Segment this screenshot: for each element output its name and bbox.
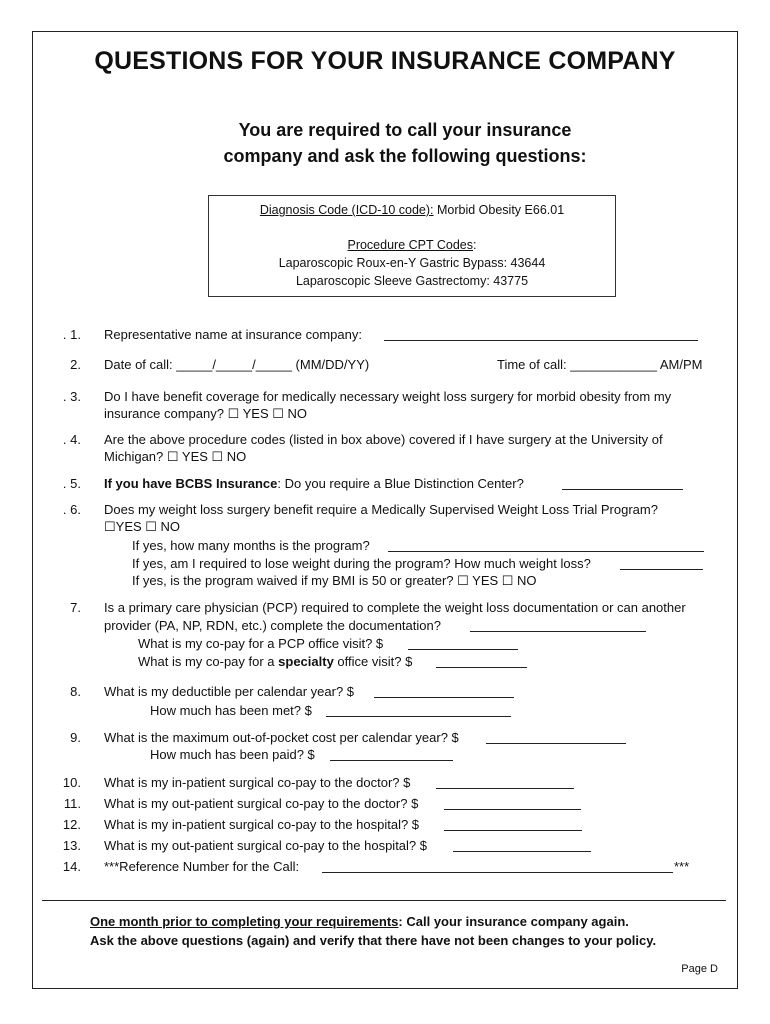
q2-date[interactable]: Date of call: _____/_____/_____ (MM/DD/YY)	[104, 357, 370, 372]
footer-line-2: Ask the above questions (again) and verify that there have not been changes to your policy.	[90, 933, 657, 948]
q5-answer-line[interactable]	[562, 489, 683, 490]
q1-number: . 1.	[62, 327, 81, 342]
procedure-colon: :	[473, 238, 477, 252]
sleeve-code: Laparoscopic Sleeve Gastrectomy: 43775	[295, 274, 529, 288]
q7-sub-2-line[interactable]	[436, 667, 527, 668]
q5-text	[104, 476, 524, 492]
q3-line-2[interactable]: insurance company? ☐ YES ☐ NO	[104, 406, 307, 421]
q2-number: 2.	[70, 357, 81, 372]
procedure-heading	[209, 238, 615, 252]
q7-line-2: provider (PA, NP, RDN, etc.) complete the documentation?	[104, 618, 441, 633]
q14-number: 14.	[62, 859, 81, 874]
q2-time[interactable]: Time of call: ____________ AM/PM	[497, 357, 703, 372]
q7-sub-2-bold: specialty	[278, 654, 334, 669]
q12-text: What is my in-patient surgical co-pay to the hospital? $	[104, 817, 420, 832]
procedure-label: Procedure CPT Codes	[347, 238, 474, 252]
q7-sub-1: What is my co-pay for a PCP office visit? $	[138, 636, 384, 651]
diagnosis-code-row	[209, 203, 615, 217]
footer-divider	[42, 900, 726, 901]
subtitle-line-2: company and ask the following questions:	[223, 146, 587, 166]
q8-line-1: What is my deductible per calendar year? $	[104, 684, 355, 699]
q8-number: 8.	[70, 684, 81, 699]
q13-answer-line[interactable]	[453, 851, 591, 852]
page-number: Page D	[681, 963, 718, 975]
q8-line-1-answer[interactable]	[374, 697, 514, 698]
q6-sub-2-line[interactable]	[620, 569, 703, 570]
q14-end: ***	[674, 859, 690, 874]
q8-sub-1-line[interactable]	[326, 716, 511, 717]
q3-line-1: Do I have benefit coverage for medically necessary weight loss surgery for morbid obesity from my	[104, 389, 672, 404]
q8-sub-1: How much has been met? $	[150, 703, 312, 718]
q14-text: ***Reference Number for the Call:	[104, 859, 300, 874]
q6-sub-3[interactable]: If yes, is the program waived if my BMI is 50 or greater? ☐ YES ☐ NO	[132, 573, 537, 588]
diagnosis-value: Morbid Obesity E66.01	[433, 203, 565, 217]
q3-number: . 3.	[62, 389, 81, 404]
q4-line-1: Are the above procedure codes (listed in box above) covered if I have surgery at the University of	[104, 432, 663, 447]
q11-answer-line[interactable]	[444, 809, 581, 810]
q10-number: 10.	[62, 775, 81, 790]
diagnosis-label: Diagnosis Code (ICD-10 code):	[259, 203, 434, 217]
q7-line-2-answer[interactable]	[470, 631, 646, 632]
q13-number: 13.	[62, 838, 81, 853]
q9-sub-1: How much has been paid? $	[150, 747, 315, 762]
bypass-code: Laparoscopic Roux-en-Y Gastric Bypass: 43644	[278, 256, 546, 270]
q1-text: Representative name at insurance company:	[104, 327, 362, 342]
q7-sub-2-c: office visit? $	[333, 654, 413, 669]
q10-answer-line[interactable]	[436, 788, 574, 789]
q11-text: What is my out-patient surgical co-pay to the doctor? $	[104, 796, 419, 811]
q7-number: 7.	[70, 600, 81, 615]
q6-number: . 6.	[62, 502, 81, 517]
codes-box	[208, 195, 616, 297]
q1-answer-line[interactable]	[384, 340, 698, 341]
q10-text: What is my in-patient surgical co-pay to the doctor? $	[104, 775, 411, 790]
q14-answer-line[interactable]	[322, 872, 673, 873]
q6-line-1: Does my weight loss surgery benefit require a Medically Supervised Weight Loss Trial Program?	[104, 502, 658, 517]
q5-rest: : Do you require a Blue Distinction Center?	[277, 476, 524, 491]
footer-rest: : Call your insurance company again.	[398, 914, 629, 929]
subtitle-line-1: You are required to call your insurance	[238, 120, 572, 140]
q7-sub-1-line[interactable]	[408, 649, 518, 650]
q7-sub-2	[138, 654, 412, 670]
q6-sub-2: If yes, am I required to lose weight during the program? How much weight loss?	[132, 556, 591, 571]
q5-number: . 5.	[62, 476, 81, 491]
q6-sub-1: If yes, how many months is the program?	[132, 538, 370, 553]
footer-underlined: One month prior to completing your requirements	[90, 914, 399, 929]
q7-sub-2-a: What is my co-pay for a	[138, 654, 279, 669]
page-title: QUESTIONS FOR YOUR INSURANCE COMPANY	[94, 47, 676, 75]
q6-sub-1-line[interactable]	[388, 551, 704, 552]
q4-line-2[interactable]: Michigan? ☐ YES ☐ NO	[104, 449, 247, 464]
q7-line-1: Is a primary care physician (PCP) required to complete the weight loss documentation or can another	[104, 600, 686, 615]
q9-line-1: What is the maximum out-of-pocket cost per calendar year? $	[104, 730, 459, 745]
q13-text: What is my out-patient surgical co-pay to the hospital? $	[104, 838, 427, 853]
footer-line-1	[90, 914, 629, 929]
q11-number: 11.	[63, 796, 81, 811]
q6-line-2[interactable]: ☐YES ☐ NO	[104, 519, 181, 534]
q9-sub-1-line[interactable]	[330, 760, 453, 761]
q9-number: 9.	[70, 730, 81, 745]
q4-number: . 4.	[62, 432, 81, 447]
q9-line-1-answer[interactable]	[486, 743, 626, 744]
q12-number: 12.	[62, 817, 81, 832]
q12-answer-line[interactable]	[444, 830, 582, 831]
q5-bold: If you have BCBS Insurance	[104, 476, 278, 491]
